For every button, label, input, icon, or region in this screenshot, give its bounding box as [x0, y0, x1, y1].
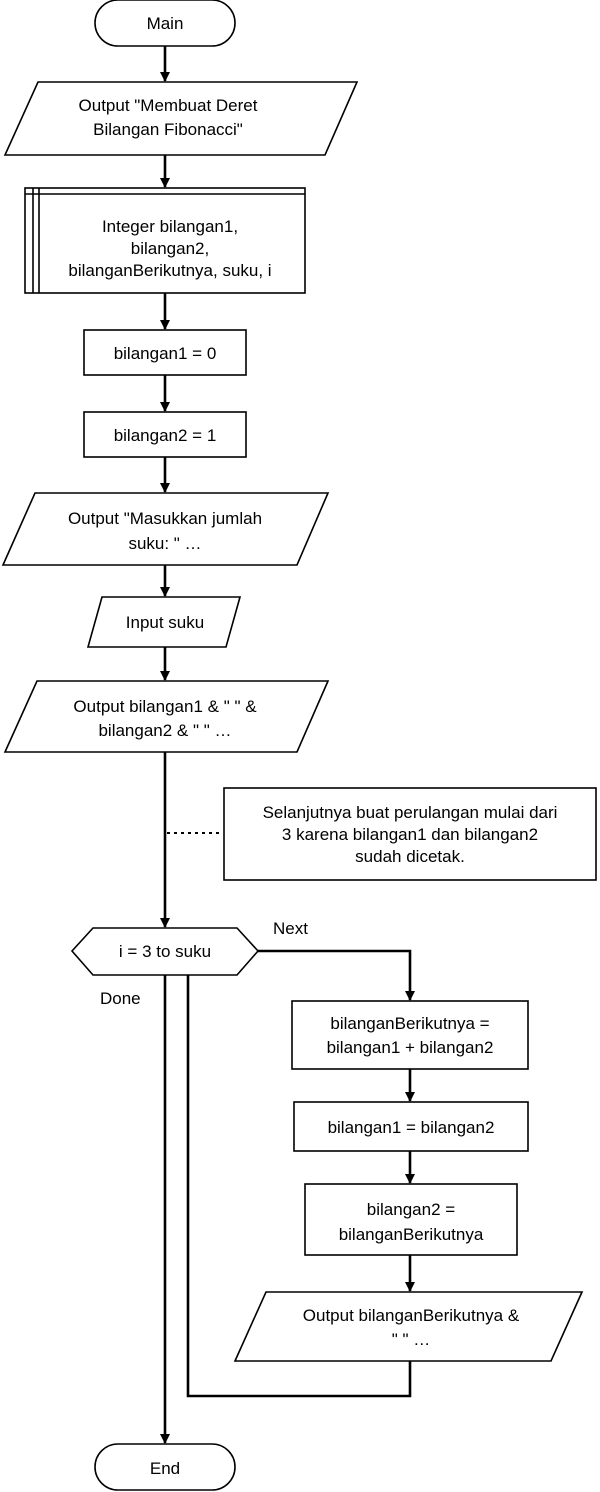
comment-line-1: Selanjutnya buat perulangan mulai dari: [262, 803, 558, 822]
process-shift-b2: [305, 1184, 517, 1255]
comment-line-3: sudah dicetak.: [355, 847, 465, 866]
process-declare-line-2: bilangan2,: [130, 239, 210, 258]
process-shift-b1: [294, 1102, 528, 1151]
process-declare-line-1: Integer bilangan1,: [101, 217, 239, 236]
process-compute-next: [292, 1001, 528, 1069]
io-input: [88, 597, 240, 647]
io-output-title-line-2: Bilangan Fibonacci": [93, 120, 243, 139]
io-output-initial-line-2: bilangan2 & " " …: [98, 721, 232, 740]
loop-label: i = 3 to suku: [118, 942, 212, 961]
process-assign-b1-label: bilangan1 = 0: [113, 344, 217, 363]
process-assign-b2-label: bilangan2 = 1: [113, 426, 217, 445]
io-output-prompt-line-2: suku: " …: [128, 534, 202, 553]
io-output-next-line-1: Output bilanganBerikutnya &: [302, 1306, 520, 1325]
terminator-main-label: Main: [146, 14, 184, 33]
loop-done-label: Done: [100, 989, 141, 1008]
process-declare: [25, 188, 305, 293]
arrow-loop-next-to-body: [258, 951, 410, 1000]
io-output-initial-line-1: Output bilangan1 & " " &: [73, 697, 257, 716]
io-output-next-line-2: " " …: [391, 1330, 431, 1349]
process-assign-b2: [84, 412, 246, 457]
comment-line-2: 3 karena bilangan1 dan bilangan2: [281, 825, 539, 844]
terminator-end: [95, 1444, 235, 1490]
io-input-label: Input suku: [125, 613, 205, 632]
io-output-prompt: [3, 493, 328, 565]
process-assign-b1: [84, 330, 246, 375]
comment-box: [224, 788, 596, 880]
loop-hexagon: [72, 928, 258, 975]
io-output-title-line-1: Output "Membuat Deret: [78, 96, 258, 115]
process-compute-next-line-2: bilangan1 + bilangan2: [326, 1038, 494, 1057]
process-declare-line-3: bilanganBerikutnya, suku, i: [68, 261, 272, 280]
process-shift-b2-line-1: bilangan2 =: [366, 1200, 456, 1219]
terminator-main: [95, 0, 235, 46]
loop-next-label: Next: [273, 919, 308, 938]
io-output-title: [5, 82, 357, 155]
io-output-next: [235, 1292, 582, 1361]
io-output-prompt-line-1: Output "Masukkan jumlah: [67, 509, 263, 528]
process-compute-next-line-1: bilanganBerikutnya =: [330, 1014, 490, 1033]
process-shift-b1-label: bilangan1 = bilangan2: [327, 1118, 495, 1137]
process-shift-b2-line-2: bilanganBerikutnya: [338, 1225, 484, 1244]
terminator-end-label: End: [149, 1459, 181, 1478]
io-output-initial: [5, 681, 328, 752]
